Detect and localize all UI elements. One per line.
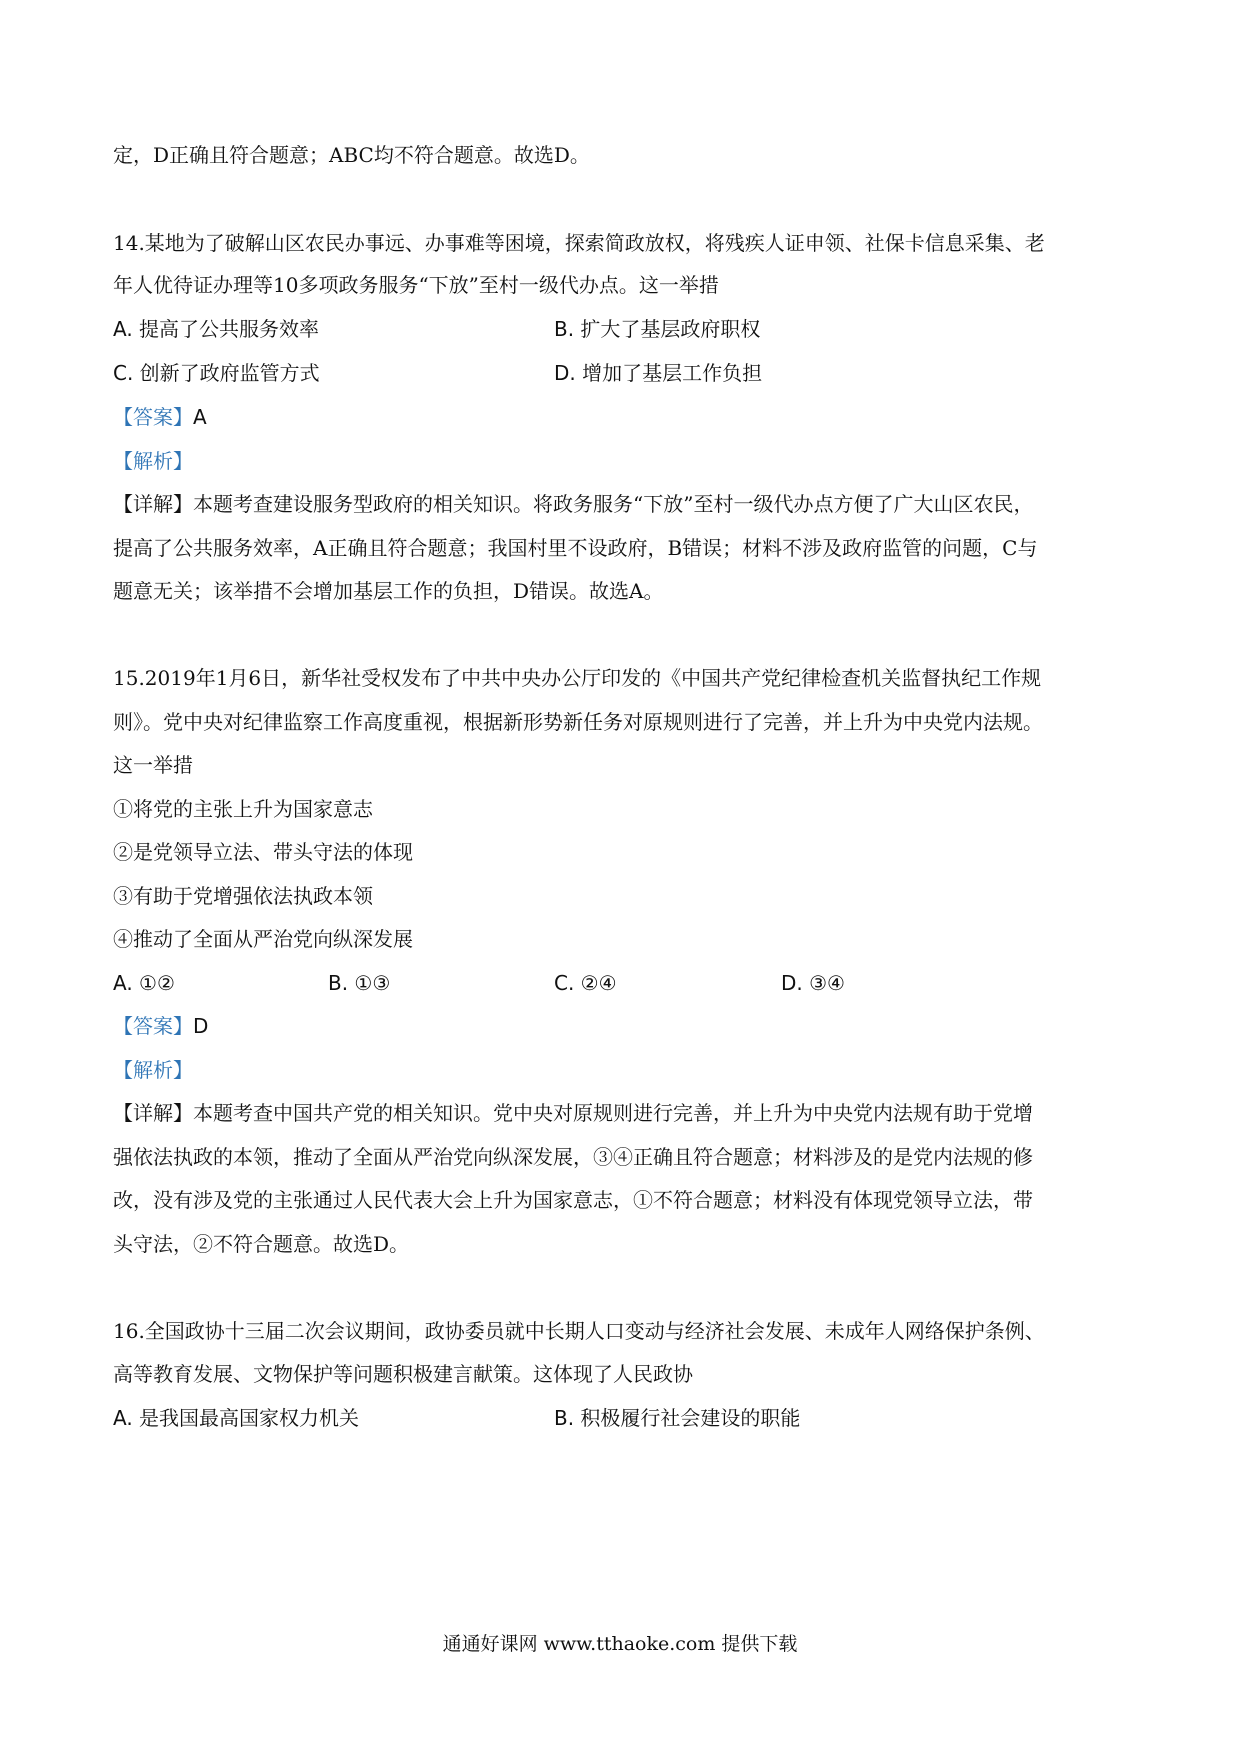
q15-option-c: C. ②④ — [554, 971, 617, 995]
q14-analysis — [113, 447, 193, 475]
q15-detail-line-2: 强依法执政的本领，推动了全面从严治党向纵深发展，③④正确且符合题意；材料涉及的是党内法规的修 — [113, 1145, 1033, 1169]
q15-statement-1: ①将党的主张上升为国家意志 — [113, 797, 373, 821]
q16-option-b: B. 积极履行社会建设的职能 — [554, 1406, 801, 1430]
q15-stem-line-3: 这一举措 — [113, 753, 193, 777]
analysis-tag: 【解析】 — [113, 1058, 193, 1082]
answer-tag: 【答案】 — [113, 405, 193, 429]
q14-stem-line-2: 年人优待证办理等10多项政务服务“下放”至村一级代办点。这一举措 — [113, 273, 719, 297]
q14-answer — [113, 403, 207, 431]
q14-option-d: D. 增加了基层工作负担 — [554, 361, 763, 385]
q15-statement-2: ②是党领导立法、带头守法的体现 — [113, 840, 413, 864]
q15-stem-line-2: 则》。党中央对纪律监察工作高度重视，根据新形势新任务对原规则进行了完善，并上升为中央党内法规。 — [113, 710, 1043, 734]
page-footer: 通通好课网 www.tthaoke.com 提供下载 — [442, 1633, 798, 1655]
q14-detail-line-1 — [113, 490, 1033, 518]
detail-tag: 【详解】 — [113, 1101, 193, 1125]
q15-analysis — [113, 1056, 193, 1084]
detail-tag: 【详解】 — [113, 492, 193, 516]
q14-option-a: A. 提高了公共服务效率 — [113, 317, 320, 341]
q15-statement-4: ④推动了全面从严治党向纵深发展 — [113, 927, 413, 951]
q15-option-b: B. ①③ — [328, 971, 391, 995]
q16-option-a: A. 是我国最高国家权力机关 — [113, 1406, 360, 1430]
q15-option-a: A. ①② — [113, 971, 175, 995]
q14-detail-text-1: 本题考查建设服务型政府的相关知识。将政务服务“下放”至村一级代办点方便了广大山区农民， — [193, 492, 1034, 516]
q15-statement-3: ③有助于党增强依法执政本领 — [113, 884, 373, 908]
q15-detail-line-1 — [113, 1099, 1033, 1127]
q14-stem-line-1: 14.某地为了破解山区农民办事远、办事难等困境，探索简政放权，将残疾人证申领、社保卡信息采集、老 — [113, 231, 1045, 255]
analysis-tag: 【解析】 — [113, 449, 193, 473]
q15-detail-text-1: 本题考查中国共产党的相关知识。党中央对原规则进行完善，并上升为中央党内法规有助于党增 — [193, 1101, 1033, 1125]
q15-option-d: D. ③④ — [781, 971, 845, 995]
q16-stem-line-1: 16.全国政协十三届二次会议期间，政协委员就中长期人口变动与经济社会发展、未成年人网络保护条例、 — [113, 1319, 1045, 1343]
q14-option-b: B. 扩大了基层政府职权 — [554, 317, 761, 341]
q15-detail-line-4: 头守法，②不符合题意。故选D。 — [113, 1232, 410, 1256]
q15-answer — [113, 1012, 208, 1040]
q14-option-c: C. 创新了政府监管方式 — [113, 361, 320, 385]
q14-detail-line-2: 提高了公共服务效率，A正确且符合题意；我国村里不设政府，B错误；材料不涉及政府监管的问题，C与 — [113, 536, 1038, 560]
q14-answer-value: A — [193, 405, 207, 429]
q14-detail-line-3: 题意无关；该举措不会增加基层工作的负担，D错误。故选A。 — [113, 579, 664, 603]
answer-tag: 【答案】 — [113, 1014, 193, 1038]
q16-stem-line-2: 高等教育发展、文物保护等问题积极建言献策。这体现了人民政协 — [113, 1362, 693, 1386]
q15-detail-line-3: 改，没有涉及党的主张通过人民代表大会上升为国家意志，①不符合题意；材料没有体现党领导立法，带 — [113, 1188, 1033, 1212]
q13-tail: 定，D正确且符合题意；ABC均不符合题意。故选D。 — [113, 143, 590, 167]
q15-stem-line-1: 15.2019年1月6日，新华社受权发布了中共中央办公厅印发的《中国共产党纪律检查机关监督执纪工作规 — [113, 666, 1042, 690]
q15-answer-value: D — [193, 1014, 209, 1038]
